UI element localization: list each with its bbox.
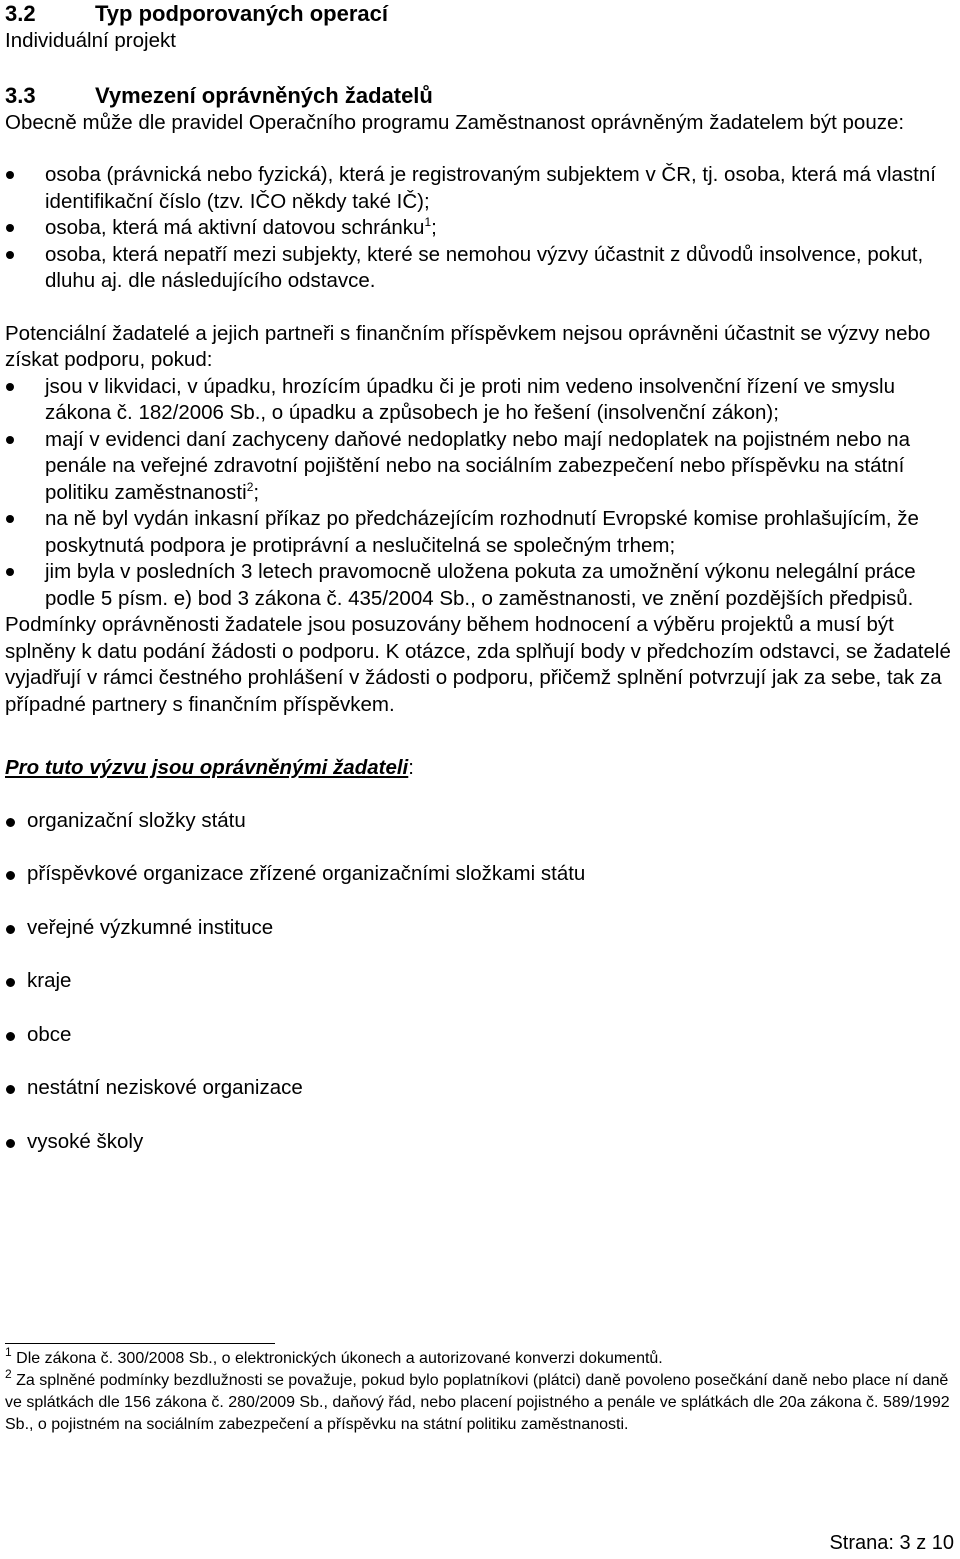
footnote-ref: 1: [424, 215, 432, 229]
list-item: veřejné výzkumné instituce: [5, 915, 955, 942]
section-title: Typ podporovaných operací: [95, 1, 388, 26]
list-item: jsou v likvidaci, v úpadku, hrozícím úpadku či je proti nim vedeno insolvenční řízení ve smyslu zákona č. 182/2006 Sb., o úpadku a způsobech je ho řešení (insolvenční zákon);: [5, 374, 955, 427]
section-number: 3.2: [5, 1, 36, 26]
list-item: osoba (právnická nebo fyzická), která je registrovaným subjektem v ČR, tj. osoba, která má vlastní identifikační číslo (tzv. IČO někdy také IČ);: [5, 162, 955, 215]
section-heading-3-3: [5, 82, 955, 110]
footnotes: [5, 1343, 955, 1436]
section-number: 3.3: [5, 82, 36, 108]
list-item: příspěvkové organizace zřízené organizačními složkami státu: [5, 861, 955, 888]
exclusion-list: [5, 374, 955, 613]
eligible-heading: Pro tuto výzvu jsou oprávněnými žadateli:: [5, 756, 414, 779]
footnote-divider: [5, 1343, 275, 1344]
section-heading-3-2: [5, 0, 955, 28]
footnote-ref: 2: [246, 479, 254, 494]
list-item: jim byla v posledních 3 letech pravomocně uložena pokuta za umožnění výkonu nelegální práce podle 5 písm. e) bod 3 zákona č. 435/2004 Sb., o zaměstnanosti, ve znění pozdějších předpisů.: [5, 559, 955, 612]
list-item: osoba, která má aktivní datovou schránku$^1$;: [5, 215, 955, 242]
list-item: obce: [5, 1022, 955, 1049]
list-item: vysoké školy: [5, 1129, 955, 1156]
eligibility-intro: Obecně může dle pravidel Operačního programu Zaměstnanost oprávněným žadatelem být pouze:: [5, 110, 905, 134]
list-item: kraje: [5, 968, 955, 995]
page-number: Strana: 3 z 10: [829, 1532, 954, 1554]
eligible-applicants-list: [5, 808, 955, 1156]
list-item: osoba, která nepatří mezi subjekty, které se nemohou výzvy účastnit z důvodů insolvence, pokut, dluhu aj. dle následujícího odstavce.: [5, 242, 955, 295]
eligibility-list: [5, 162, 955, 295]
conditions-paragraph: Podmínky oprávněnosti žadatele jsou posuzovány během hodnocení a výběru projektů a musí být splněny k datu podání žádosti o podporu. K otázce, zda splňují body v předchozím odstavci, se žadatelé vyjadřují v rámci čestného prohlášení v žádosti o podporu, přičemž splnění potvrzují jak za sebe, tak za případné partnery s finančním příspěvkem.: [5, 613, 951, 716]
list-item: mají v evidenci daní zachyceny daňové nedoplatky nebo mají nedoplatek na pojistném nebo na penále na veřejné zdravotní pojištění nebo na sociálním zabezpečení nebo příspěvku na státní politiku zaměstnanosti$^2$;: [5, 427, 955, 507]
footnote-1: $^1$ Dle zákona č. 300/2008 Sb., o elektronických úkonech a autorizované konverzi dokumentů.: [5, 1345, 663, 1367]
footnote-2: $^2$ Za splněné podmínky bezdlužnosti se považuje, pokud bylo poplatníkovi (plátci) daně povoleno posečkání daně nebo place ní daně ve splátkách dle 156 zákona č. 280/2009 Sb., daňový řád, nebo placení pojistného a penále ve splátkách dle 20a zákona č. 589/1992 Sb., o pojistném na sociálním zabezpečení a příspěvku na státní politiku zaměstnanosti.: [5, 1367, 950, 1433]
list-item: na ně byl vydán inkasní příkaz po předcházejícím rozhodnutí Evropské komise prohlašujícím, že poskytnutá podpora je protiprávní a neslučitelná se společným trhem;: [5, 506, 955, 559]
section-title: Vymezení oprávněných žadatelů: [95, 82, 433, 108]
document-page: [5, 0, 955, 1182]
exclusion-intro: Potenciální žadatelé a jejich partneři s finančním příspěvkem nejsou oprávněni účastnit se výzvy nebo získat podporu, pokud:: [5, 321, 931, 371]
list-item: organizační složky státu: [5, 808, 955, 835]
operation-type-value: Individuální projekt: [5, 29, 176, 52]
list-item: nestátní neziskové organizace: [5, 1075, 955, 1102]
